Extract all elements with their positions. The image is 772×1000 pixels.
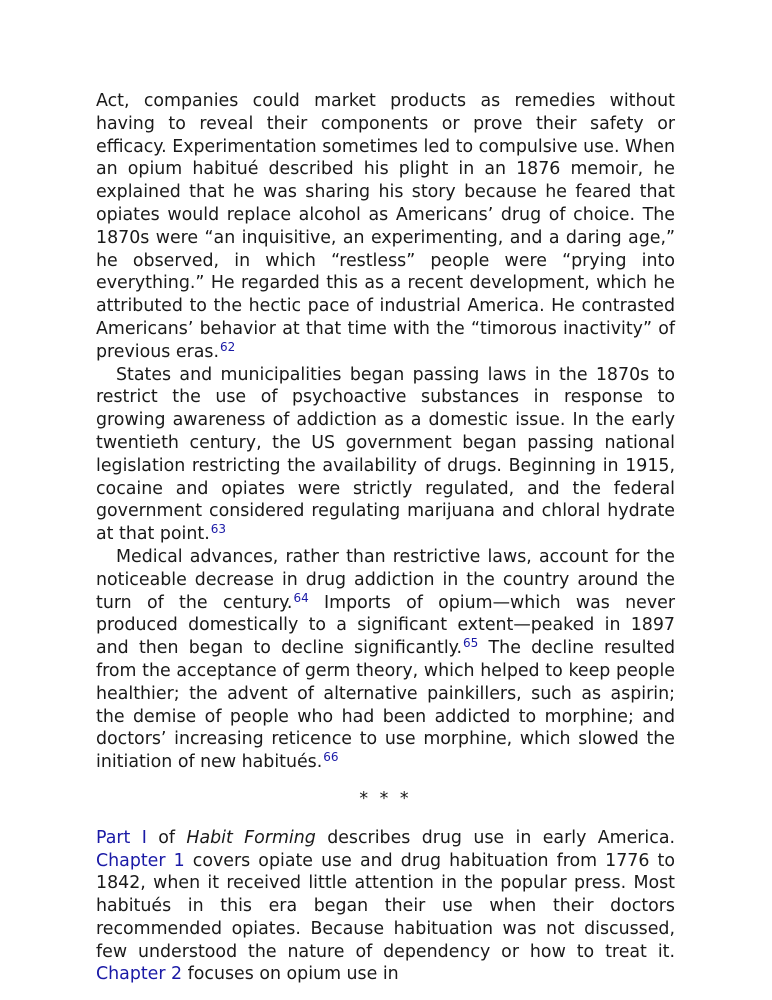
footnote-62-link[interactable]: 62 (219, 339, 236, 354)
part-1-link[interactable]: Part I (96, 827, 147, 848)
paragraph-3 (96, 546, 675, 774)
paragraph-1-text: Act, companies could market products as remedies without having to reveal their components or prove their safety or efficacy. Experimentation sometimes led to compulsive use. When an opium habitué described his plight in an 1876 memoir, he explained that he was sharing his story because he feared that opiates would replace alcohol as Americans’ drug of choice. The 1870s were “an inquisitive, an experimenting, and a daring age,” he observed, in which “restless” people were “prying into everything.” He regarded this as a recent development, which he attributed to the hectic pace of industrial America. He contrasted Americans’ behavior at that time with the “timorous inactivity” of previous eras. (96, 91, 675, 362)
paragraph-4-text-c: covers opiate use and drug habituation from 1776 to 1842, when it received little attention in the popular press. Most habitués in this era began their use when their doctors recommended opiates. Because habituation was not discussed, few understood the nature of dependency or how to treat it. (96, 850, 675, 962)
paragraph-4-text-a: of (146, 827, 187, 848)
paragraph-1 (96, 90, 675, 364)
paragraph-3-text-b: Imports of opium—which was never produced domestically to a significant extent—peaked in 1897 and then began to decline significantly. (96, 592, 675, 659)
section-divider: * * * (359, 788, 412, 809)
paragraph-4-text-b: describes drug use in early America. (315, 827, 675, 848)
footnote-66-link[interactable]: 66 (323, 750, 339, 765)
paragraph-2 (96, 364, 675, 546)
paragraph-4-text-d: focuses on opium use in (182, 964, 399, 985)
footnote-63-link[interactable]: 63 (210, 522, 227, 537)
footnote-65-link[interactable]: 65 (463, 636, 479, 651)
paragraph-4 (96, 827, 675, 987)
paragraph-3-text-c: The decline resulted from the acceptance of germ theory, which helped to keep people healthier; the advent of alternative painkillers, such as aspirin; the demise of people who had been addicted to morphine; and doctors’ increasing reticence to use morphine, which slowed the initiation of new habitués. (96, 638, 675, 773)
book-title: Habit Forming (186, 827, 316, 848)
paragraph-3-text-a: Medical advances, rather than restrictive laws, account for the noticeable decrease in drug addiction in the country around the turn of the century. (96, 546, 675, 613)
chapter-2-link[interactable]: Chapter 2 (96, 964, 183, 985)
document-page (96, 90, 675, 986)
chapter-1-link[interactable]: Chapter 1 (96, 850, 185, 871)
footnote-64-link[interactable]: 64 (293, 590, 309, 605)
paragraph-2-text: States and municipalities began passing laws in the 1870s to restrict the use of psychoactive substances in response to growing awareness of addiction as a domestic issue. In the early twentieth century, the US government began passing national legislation restricting the availability of drugs. Beginning in 1915, cocaine and opiates were strictly regulated, and the federal government considered regulating marijuana and chloral hydrate at that point. (96, 364, 675, 545)
